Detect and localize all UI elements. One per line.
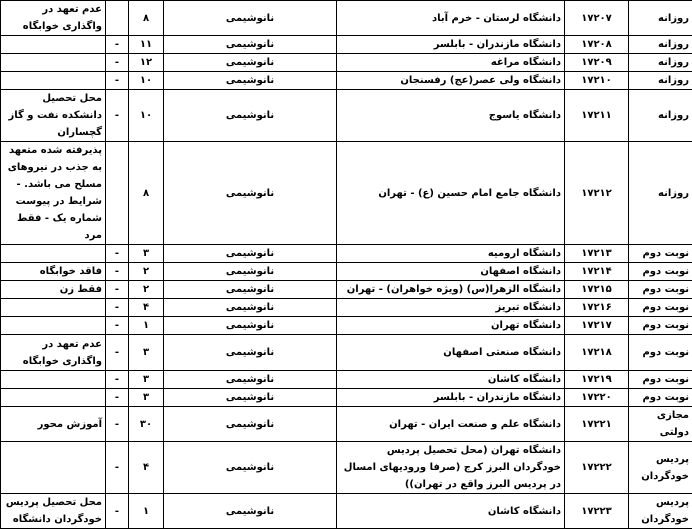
table-row xyxy=(1,407,692,442)
field-cell: نانوشیمی xyxy=(164,335,337,371)
notes-cell: فاقد خوابگاه xyxy=(1,263,106,281)
notes-cell xyxy=(1,389,106,407)
notes-cell xyxy=(1,36,106,54)
capacity-cell: ۳ xyxy=(129,371,164,389)
field-cell: نانوشیمی xyxy=(164,371,337,389)
notes-cell: عدم تعهد در واگذاری خوابگاه xyxy=(1,335,106,371)
code-cell: ۱۷۲۱۴ xyxy=(565,263,629,281)
capacity-cell: ۴ xyxy=(129,442,164,494)
capacity-cell: ۱۲ xyxy=(129,54,164,72)
course-type-cell: روزانه xyxy=(629,90,692,142)
university-cell: دانشگاه علم و صنعت ایران - تهران xyxy=(337,407,565,442)
course-type-cell: نوبت دوم xyxy=(629,371,692,389)
code-cell: ۱۷۲۱۹ xyxy=(565,371,629,389)
code-cell: ۱۷۲۱۲ xyxy=(565,142,629,245)
course-type-cell: نوبت دوم xyxy=(629,389,692,407)
table-row xyxy=(1,442,692,494)
capacity-cell: ۲ xyxy=(129,263,164,281)
code-cell: ۱۷۲۰۷ xyxy=(565,1,629,36)
university-cell: دانشگاه الزهرا(س) (ویژه خواهران) - تهران xyxy=(337,281,565,299)
table-row xyxy=(1,371,692,389)
course-type-cell: نوبت دوم xyxy=(629,245,692,263)
gender-cell: - xyxy=(106,335,129,371)
capacity-cell: ۱ xyxy=(129,494,164,529)
notes-cell xyxy=(1,299,106,317)
field-cell: نانوشیمی xyxy=(164,389,337,407)
course-type-cell: نوبت دوم xyxy=(629,263,692,281)
notes-cell xyxy=(1,54,106,72)
code-cell: ۱۷۲۱۰ xyxy=(565,72,629,90)
table-row xyxy=(1,36,692,54)
code-cell: ۱۷۲۱۵ xyxy=(565,281,629,299)
table-row xyxy=(1,54,692,72)
table-row xyxy=(1,263,692,281)
gender-cell: - xyxy=(106,36,129,54)
field-cell: نانوشیمی xyxy=(164,90,337,142)
course-type-cell: روزانه xyxy=(629,72,692,90)
field-cell: نانوشیمی xyxy=(164,245,337,263)
gender-cell xyxy=(106,1,129,36)
university-cell: دانشگاه اصفهان xyxy=(337,263,565,281)
capacity-cell: ۱۱ xyxy=(129,36,164,54)
code-cell: ۱۷۲۱۶ xyxy=(565,299,629,317)
table-row xyxy=(1,299,692,317)
capacity-cell: ۸ xyxy=(129,142,164,245)
table-body xyxy=(1,1,692,529)
course-type-cell: روزانه xyxy=(629,54,692,72)
field-cell: نانوشیمی xyxy=(164,36,337,54)
gender-cell: - xyxy=(106,371,129,389)
capacity-cell: ۸ xyxy=(129,1,164,36)
notes-cell xyxy=(1,317,106,335)
notes-cell xyxy=(1,371,106,389)
field-cell: نانوشیمی xyxy=(164,1,337,36)
gender-cell: - xyxy=(106,389,129,407)
field-cell: نانوشیمی xyxy=(164,72,337,90)
capacity-cell: ۳۰ xyxy=(129,407,164,442)
course-type-cell: روزانه xyxy=(629,142,692,245)
table-row xyxy=(1,494,692,529)
notes-cell: محل تحصیل دانشکده نفت و گاز گچساران xyxy=(1,90,106,142)
university-cell: دانشگاه جامع امام حسین (ع) - تهران xyxy=(337,142,565,245)
field-cell: نانوشیمی xyxy=(164,263,337,281)
capacity-cell: ۱۰ xyxy=(129,90,164,142)
university-cell: دانشگاه یاسوج xyxy=(337,90,565,142)
table-row xyxy=(1,335,692,371)
capacity-cell: ۱ xyxy=(129,317,164,335)
capacity-cell: ۲ xyxy=(129,281,164,299)
code-cell: ۱۷۲۱۱ xyxy=(565,90,629,142)
code-cell: ۱۷۲۰۸ xyxy=(565,36,629,54)
university-cell: دانشگاه مازندران - بابلسر xyxy=(337,36,565,54)
university-cell: دانشگاه تهران xyxy=(337,317,565,335)
university-cell: دانشگاه ارومیه xyxy=(337,245,565,263)
course-type-cell: پردیس خودگردان xyxy=(629,442,692,494)
capacity-cell: ۱۰ xyxy=(129,72,164,90)
code-cell: ۱۷۲۱۸ xyxy=(565,335,629,371)
table-row xyxy=(1,245,692,263)
gender-cell: - xyxy=(106,245,129,263)
course-type-cell: روزانه xyxy=(629,1,692,36)
gender-cell: - xyxy=(106,299,129,317)
field-cell: نانوشیمی xyxy=(164,281,337,299)
course-type-cell: نوبت دوم xyxy=(629,299,692,317)
university-cell: دانشگاه مازندران - بابلسر xyxy=(337,389,565,407)
course-type-cell: مجازی دولتی xyxy=(629,407,692,442)
university-cell: دانشگاه کاشان xyxy=(337,371,565,389)
code-cell: ۱۷۲۲۱ xyxy=(565,407,629,442)
code-cell: ۱۷۲۱۳ xyxy=(565,245,629,263)
gender-cell: - xyxy=(106,281,129,299)
field-cell: نانوشیمی xyxy=(164,442,337,494)
capacity-cell: ۳ xyxy=(129,245,164,263)
notes-cell xyxy=(1,245,106,263)
notes-cell xyxy=(1,442,106,494)
course-type-cell: نوبت دوم xyxy=(629,317,692,335)
notes-cell xyxy=(1,72,106,90)
table-row xyxy=(1,389,692,407)
code-cell: ۱۷۲۲۲ xyxy=(565,442,629,494)
notes-cell: آموزش محور xyxy=(1,407,106,442)
table-row xyxy=(1,72,692,90)
gender-cell: - xyxy=(106,317,129,335)
capacity-cell: ۴ xyxy=(129,299,164,317)
course-type-cell: پردیس خودگردان xyxy=(629,494,692,529)
university-cell: دانشگاه کاشان xyxy=(337,494,565,529)
university-cell: دانشگاه مراغه xyxy=(337,54,565,72)
field-cell: نانوشیمی xyxy=(164,407,337,442)
gender-cell: - xyxy=(106,54,129,72)
course-type-cell: نوبت دوم xyxy=(629,335,692,371)
table-row xyxy=(1,281,692,299)
university-cell: دانشگاه لرستان - خرم آباد xyxy=(337,1,565,36)
capacity-cell: ۳ xyxy=(129,389,164,407)
university-cell: دانشگاه ولی عصر(عج) رفسنجان xyxy=(337,72,565,90)
gender-cell: - xyxy=(106,263,129,281)
gender-cell: - xyxy=(106,407,129,442)
code-cell: ۱۷۲۰۹ xyxy=(565,54,629,72)
notes-cell: محل تحصیل پردیس خودگردان دانشگاه xyxy=(1,494,106,529)
table-row xyxy=(1,142,692,245)
field-cell: نانوشیمی xyxy=(164,317,337,335)
code-cell: ۱۷۲۲۳ xyxy=(565,494,629,529)
field-cell: نانوشیمی xyxy=(164,142,337,245)
notes-cell: پذیرفته شده متعهد به جذب در نیروهای مسلح می باشد. - شرایط در پیوست شماره یک - فقط مرد xyxy=(1,142,106,245)
notes-cell: عدم تعهد در واگذاری خوابگاه xyxy=(1,1,106,36)
gender-cell: - xyxy=(106,90,129,142)
field-cell: نانوشیمی xyxy=(164,54,337,72)
course-type-cell: روزانه xyxy=(629,36,692,54)
capacity-cell: ۳ xyxy=(129,335,164,371)
field-cell: نانوشیمی xyxy=(164,494,337,529)
gender-cell: - xyxy=(106,494,129,529)
gender-cell: - xyxy=(106,72,129,90)
course-type-cell: نوبت دوم xyxy=(629,281,692,299)
table-row xyxy=(1,1,692,36)
gender-cell: - xyxy=(106,442,129,494)
university-cell: دانشگاه تبریز xyxy=(337,299,565,317)
code-cell: ۱۷۲۲۰ xyxy=(565,389,629,407)
code-cell: ۱۷۲۱۷ xyxy=(565,317,629,335)
university-cell: دانشگاه تهران (محل تحصیل پردیس خودگردان البرز کرج (صرفا ورودیهای امسال در پردیس البرز واقع در تهران)) xyxy=(337,442,565,494)
field-cell: نانوشیمی xyxy=(164,299,337,317)
table-row xyxy=(1,317,692,335)
table-row xyxy=(1,90,692,142)
gender-cell xyxy=(106,142,129,245)
university-cell: دانشگاه صنعتی اصفهان xyxy=(337,335,565,371)
notes-cell: فقط زن xyxy=(1,281,106,299)
